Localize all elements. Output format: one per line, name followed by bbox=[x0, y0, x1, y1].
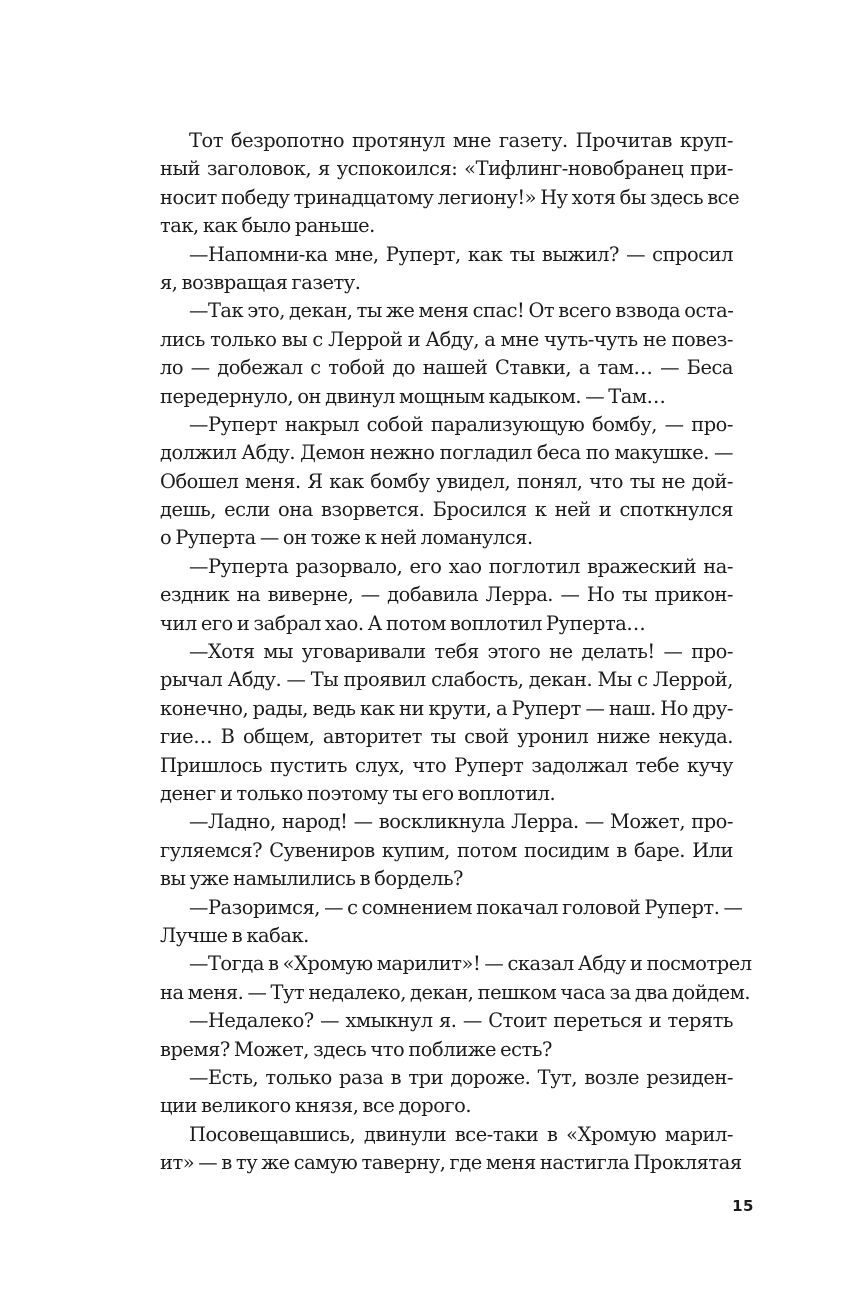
text-line: носит победу тринадцатому легиону!» Ну хотя бы здесь все bbox=[160, 185, 740, 209]
text-line: Тот безропотно протянул мне газету. Прочитав круп- bbox=[189, 129, 733, 152]
text-line: —Напомни-ка мне, Руперт, как ты выжил? — спросил bbox=[189, 242, 733, 266]
text-line: ездник на виверне, — добавила Лерра. — Но ты прикон- bbox=[160, 583, 733, 607]
text-line: дешь, если она взорвется. Бросился к ней и споткнулся bbox=[160, 498, 733, 522]
text-line: —Руперт накрыл собой парализующую бомбу, — про- bbox=[189, 412, 733, 436]
text-line: должил Абду. Демон нежно погладил беса по макушке. — bbox=[160, 441, 733, 465]
text-line: Посовещавшись, двинули все-таки в «Хромую марил- bbox=[189, 1122, 733, 1146]
text-line: лись только вы с Леррой и Абду, а мне чуть-чуть не повез- bbox=[160, 327, 733, 351]
text-line: рычал Абду. — Ты проявил слабость, декан. Мы с Леррой, bbox=[160, 668, 733, 692]
text-line: —Есть, только раза в три дороже. Тут, возле резиден- bbox=[189, 1065, 733, 1089]
text-line: —Хотя мы уговаривали тебя этого не делать! — про- bbox=[189, 640, 733, 664]
text-line: конечно, рады, ведь как ни крути, а Руперт — наш. Но дру- bbox=[160, 696, 733, 720]
text-line: —Недалеко? — хмыкнул я. — Стоит переться и терять bbox=[189, 1009, 733, 1033]
text-line: Лучше в кабак. bbox=[160, 923, 309, 947]
text-line: ный заголовок, я успокоился: «Тифлинг-новобранец при- bbox=[160, 157, 733, 181]
text-line: ции великого князя, все дорого. bbox=[160, 1094, 472, 1118]
text-line: я, возвращая газету. bbox=[160, 270, 361, 294]
text-line: денег и только поэтому ты его воплотил. bbox=[160, 781, 556, 805]
text-line: ло — добежал с тобой до нашей Ставки, а там… — Беса bbox=[160, 356, 733, 380]
page-number: 15 bbox=[732, 1197, 754, 1215]
text-line: передернуло, он двинул мощным кадыком. — Там… bbox=[160, 384, 666, 408]
text-line: время? Может, здесь что поближе есть? bbox=[160, 1037, 552, 1061]
text-line: —Ладно, народ! — воскликнула Лерра. — Может, про- bbox=[189, 810, 733, 834]
text-line: на меня. — Тут недалеко, декан, пешком часа за два дойдем. bbox=[160, 980, 751, 1004]
text-line: —Руперта разорвало, его хао поглотил вражеский на- bbox=[189, 554, 733, 578]
text-line: Обошел меня. Я как бомбу увидел, понял, что ты не дой- bbox=[160, 469, 733, 493]
text-line: —Так это, декан, ты же меня спас! От всего взвода оста- bbox=[189, 299, 734, 323]
body-text bbox=[160, 127, 752, 1177]
text-line: ит» — в ту же самую таверну, где меня настигла Проклятая bbox=[160, 1151, 742, 1175]
text-line: Пришлось пустить слух, что Руперт задолжал тебе кучу bbox=[160, 753, 733, 777]
text-line: гуляемся? Сувениров купим, потом посидим в баре. Или bbox=[160, 838, 733, 862]
text-line: —Тогда в «Хромую марилит»! — сказал Абду и посмотрел bbox=[189, 952, 752, 976]
text-line: чил его и забрал хао. А потом воплотил Руперта… bbox=[160, 611, 646, 635]
text-line: вы уже намылились в бордель? bbox=[160, 867, 463, 891]
text-line: —Разоримся, — с сомнением покачал головой Руперт. — bbox=[189, 895, 743, 919]
text-line: гие… В общем, авторитет ты свой уронил ниже некуда. bbox=[160, 725, 733, 749]
text-line: о Руперта — он тоже к ней ломанулся. bbox=[160, 526, 533, 550]
text-line: так, как было раньше. bbox=[160, 214, 375, 238]
